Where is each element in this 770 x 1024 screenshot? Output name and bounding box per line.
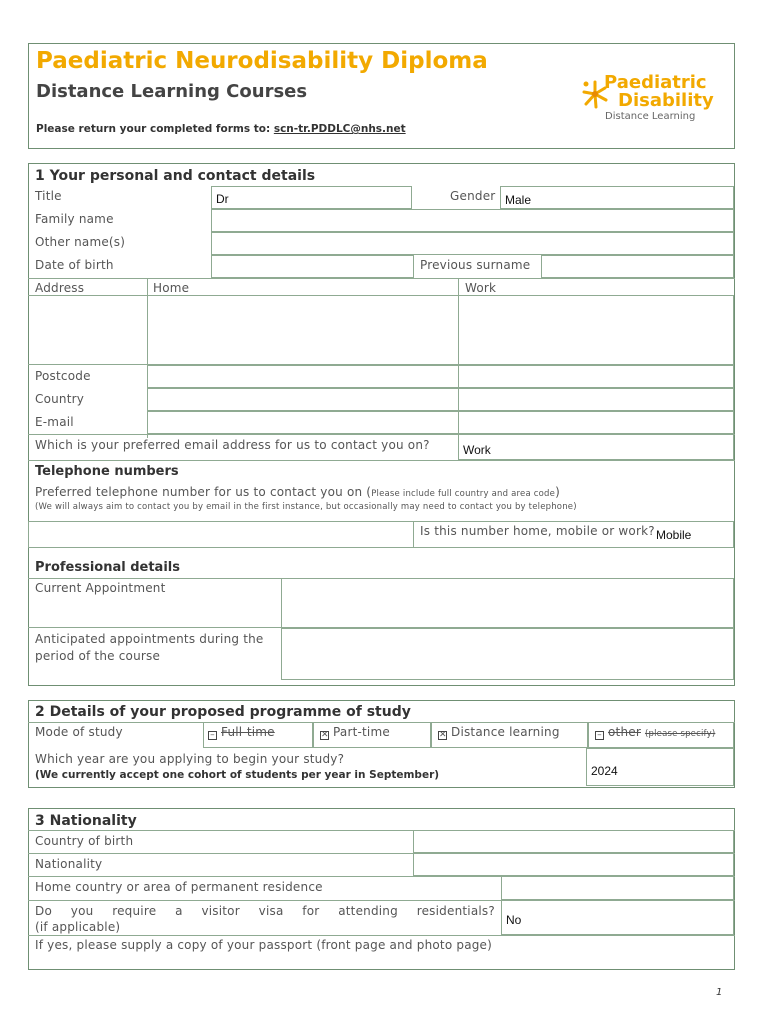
visa-word: a [175,904,183,918]
form-title: Paediatric Neurodisability Diploma [36,48,488,74]
birth-country-field[interactable] [413,830,734,853]
current-appointment-label: Current Appointment [35,581,166,595]
anticipated-label-1: Anticipated appointments during the [35,632,264,646]
visa-word: for [302,904,320,918]
work-postcode-field[interactable] [458,365,734,388]
visa-word: visitor [201,904,240,918]
phone-note: (We will always aim to contact you by email in the first instance, but occasionally may need to contact you by telephone) [35,502,577,512]
gender-label: Gender [450,189,496,203]
section2-heading: 2 Details of your proposed programme of study [35,704,411,720]
visa-word: you [70,904,94,918]
visa-question-line1 [35,904,495,918]
anticipated-left [28,628,282,680]
full-time-checkbox[interactable]: – [208,731,217,740]
pref-phone-close: ) [555,485,560,499]
country-label: Country [35,392,85,406]
preferred-email-value: Work [463,443,491,457]
other-option[interactable] [588,722,734,748]
return-prefix: Please return your completed forms to: [36,123,271,135]
other-small: (please specify) [644,729,716,739]
nationality-rule-5 [28,935,735,936]
logo-line2: Disability [618,90,714,111]
dob-field[interactable] [211,255,414,278]
email-label: E-mail [35,415,74,429]
home-postcode-field[interactable] [147,365,459,388]
year-label: Which year are you applying to begin your study? [35,752,345,766]
home-email-field[interactable] [147,411,459,434]
part-time-label: Part-time [333,725,390,739]
other-names-field[interactable] [211,232,734,255]
current-appointment-field[interactable] [281,578,734,628]
visa-word: attending [338,904,398,918]
telephone-rule [28,460,735,461]
visa-word: residentials? [416,904,495,918]
other-text [595,725,715,740]
mode-label: Mode of study [35,725,123,739]
full-time-option[interactable] [203,722,313,748]
prev-surname-label: Previous surname [420,258,531,272]
anticipated-label-2: period of the course [35,649,161,663]
distance-label: Distance learning [451,725,560,739]
full-time-label: Full-time [221,725,275,739]
section3-heading: 3 Nationality [35,813,137,829]
year-note: (We currently accept one cohort of students per year in September) [35,769,440,781]
pref-phone-text: Preferred telephone number for us to contact you on ( [35,485,372,499]
visa-question-line2: (if applicable) [35,920,121,934]
return-instructions [36,123,406,135]
gender-value: Male [505,193,532,207]
page-number: 1 [716,987,723,998]
gender-field[interactable] [500,186,734,209]
work-country-field[interactable] [458,388,734,411]
other-names-label: Other name(s) [35,235,126,249]
logo [578,72,723,128]
pref-phone-label [35,485,560,499]
title-field[interactable] [211,186,412,209]
address-left-box [28,295,148,365]
logo-line3: Distance Learning [605,111,696,122]
visa-word: Do [35,904,52,918]
full-time-text [208,725,275,740]
postcode-label: Postcode [35,369,91,383]
home-address-label: Home [153,281,190,295]
logo-line1: Paediatric [604,72,707,93]
distance-checkbox[interactable]: ✕ [439,730,447,740]
family-name-field[interactable] [211,209,734,232]
title-value: Dr [216,192,229,206]
part-time-checkbox[interactable]: ✕ [321,730,329,740]
visa-word: require [112,904,157,918]
preferred-email-label: Which is your preferred email address for us to contact you on? [35,438,430,452]
visa-value: No [506,913,522,927]
visa-field[interactable] [501,900,734,935]
address-label: Address [35,281,85,295]
visa-word: visa [258,904,284,918]
year-field[interactable] [586,748,734,786]
passport-label: If yes, please supply a copy of your passport (front page and photo page) [35,938,493,952]
part-time-option[interactable] [313,722,431,748]
phone-type-value[interactable]: Mobile [656,528,692,542]
distance-text [438,725,560,740]
pref-phone-small: Please include full country and area code [371,489,556,499]
home-country-field[interactable] [147,388,459,411]
section1-heading: 1 Your personal and contact details [35,168,316,184]
other-label: other [608,725,641,739]
current-appointment-left [28,578,282,628]
address-top-rule [28,278,735,279]
form-subtitle: Distance Learning Courses [36,81,308,102]
work-address-field[interactable] [458,295,734,365]
family-name-label: Family name [35,212,114,226]
professional-heading: Professional details [35,560,180,575]
nationality-label: Nationality [35,857,103,871]
birth-country-label: Country of birth [35,834,134,848]
other-checkbox[interactable]: – [595,731,604,740]
preferred-email-field[interactable] [458,434,734,460]
home-country-label: Home country or area of permanent residence [35,880,323,894]
title-label: Title [35,189,62,203]
work-address-label: Work [465,281,497,295]
anticipated-field[interactable] [281,628,734,680]
phone-number-field[interactable] [28,521,414,548]
work-email-field[interactable] [458,411,734,434]
prev-surname-field[interactable] [541,255,734,278]
nationality-field[interactable] [413,853,734,876]
phone-type-label: Is this number home, mobile or work? [420,524,655,538]
home-address-field[interactable] [147,295,459,365]
part-time-text [320,725,390,740]
year-value: 2024 [591,764,618,778]
return-email-link[interactable]: scn-tr.PDDLC@nhs.net [273,123,406,135]
home-country-field[interactable] [501,876,734,900]
telephone-heading: Telephone numbers [35,464,179,479]
dob-label: Date of birth [35,258,114,272]
distance-option[interactable] [431,722,588,748]
